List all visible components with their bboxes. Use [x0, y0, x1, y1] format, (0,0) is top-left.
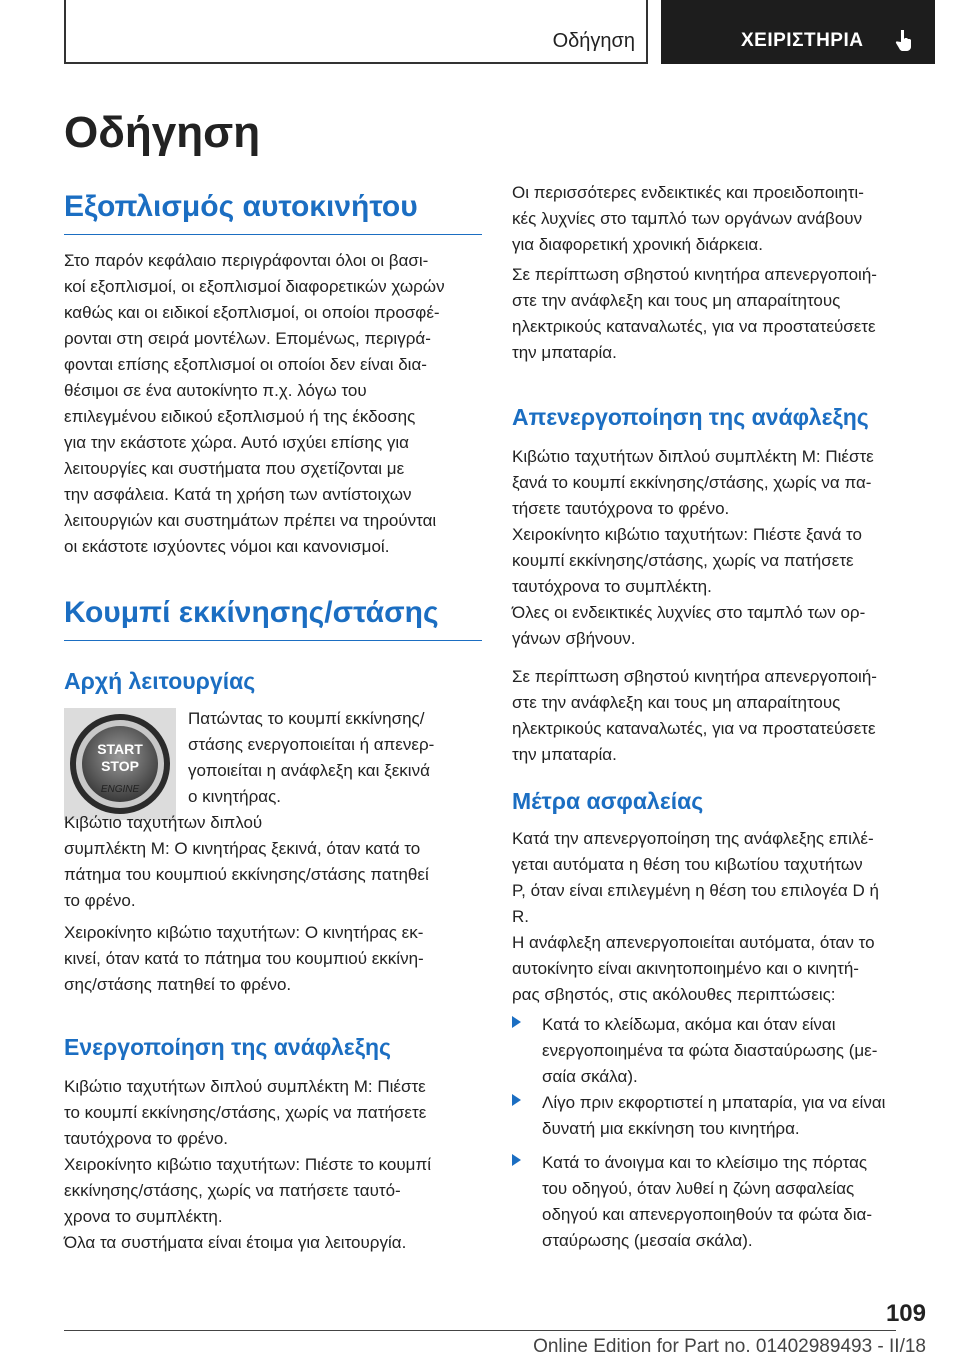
button-engine-text: ENGINE	[100, 784, 140, 795]
bullet-line: οδηγού και απενεργοποιηθούν τα φώτα δια-	[542, 1205, 873, 1224]
text-line: Όλες οι ενδεικτικές λυχνίες στο ταμπλό των ορ-	[512, 603, 866, 622]
bullet-line: Κατά το άνοιγμα και το κλείσιμο της πόρτας	[542, 1153, 868, 1172]
start-stop-button-image	[64, 708, 176, 820]
heading-ignition-off: Απενεργοποίηση της ανάφλεξης	[512, 404, 869, 430]
heading-principle: Αρχή λειτουργίας	[64, 668, 256, 694]
text-line: κοί εξοπλισμοί, οι εξοπλισμοί διαφορετικών χωρών	[64, 277, 445, 296]
text-line: R.	[512, 907, 529, 926]
text-line: στάσης ενεργοποιείται ή απενερ-	[188, 735, 435, 754]
text-line: την μπαταρία.	[512, 343, 617, 362]
text-line: Οι περισσότερες ενδεικτικές και προειδοποιητι-	[512, 183, 864, 202]
text-line: σης/στάσης πατηθεί το φρένο.	[64, 975, 292, 994]
page-number: 109	[885, 1300, 926, 1327]
text-line: ρονται στη σειρά μοντέλων. Επομένως, περιγρά-	[64, 329, 431, 348]
heading-safety: Μέτρα ασφαλείας	[512, 788, 704, 814]
bullet-line: δυνατή μια εκκίνηση του κινητήρα.	[542, 1119, 800, 1138]
footer-edition: Online Edition for Part no. 01402989493 - II/18	[533, 1336, 926, 1357]
heading-equipment: Εξοπλισμός αυτοκινήτου	[64, 190, 482, 235]
text-line: καθώς και οι ειδικοί εξοπλισμοί, οι οποίοι προσφέ-	[64, 303, 440, 322]
text-line: γοποιείται η ανάφλεξη και ξεκινά	[188, 761, 430, 780]
text-line: εκκίνησης/στάσης, χωρίς να πατήσετε ταυτό-	[64, 1181, 401, 1200]
text-line: λειτουργιών και συστημάτων πρέπει να τηρούνται	[64, 511, 437, 530]
triangle-bullet-icon	[512, 1094, 521, 1106]
text-line: ταυτόχρονα το φρένο.	[64, 1129, 229, 1148]
text-line: στε την ανάφλεξη και τους μη απαραίτητους	[512, 291, 841, 310]
text-line: Κιβώτιο ταχυτήτων διπλού	[64, 813, 263, 832]
text-line: ο κινητήρας.	[188, 787, 281, 806]
text-line: τήσετε ταυτόχρονα το φρένο.	[512, 499, 730, 518]
text-line: Χειροκίνητο κιβώτιο ταχυτήτων: Ο κινητήρας εκ-	[64, 923, 424, 942]
text-line: την ασφάλεια. Κατά τη χρήση των αντίστοιχων	[64, 485, 412, 504]
text-line: Στο παρόν κεφάλαιο περιγράφονται όλοι οι βασι-	[64, 251, 429, 270]
bullet-line: του οδηγού, όταν λυθεί η ζώνη ασφαλείας	[542, 1179, 855, 1198]
text-line: φονται επίσης εξοπλισμοί οι οποίοι δεν είναι δια-	[64, 355, 427, 374]
text-line: ηλεκτρικούς καταναλωτές, για να προστατεύσετε	[512, 719, 876, 738]
text-line: Πατώντας το κουμπί εκκίνησης/	[188, 709, 425, 728]
text-line: Κιβώτιο ταχυτήτων διπλού συμπλέκτη M: Πιέστε	[512, 447, 874, 466]
text-line: γεται αυτόματα η θέση του κιβωτίου ταχυτήτων	[512, 855, 863, 874]
heading-ignition-on: Ενεργοποίηση της ανάφλεξης	[64, 1034, 391, 1060]
text-line: Όλα τα συστήματα είναι έτοιμα για λειτουργία.	[64, 1233, 407, 1252]
text-line: ταυτόχρονα το συμπλέκτη.	[512, 577, 712, 596]
bullet-line: Κατά το κλείδωμα, ακόμα και όταν είναι	[542, 1015, 836, 1034]
text-line: κές λυχνίες στο ταμπλό των οργάνων ανάβουν	[512, 209, 863, 228]
text-line: Σε περίπτωση σβηστού κινητήρα απενεργοποιή-	[512, 265, 877, 284]
text-line: συμπλέκτη M: Ο κινητήρας ξεκινά, όταν κατά το	[64, 839, 421, 858]
text-line: Κατά την απενεργοποίηση της ανάφλεξης επιλέ-	[512, 829, 874, 848]
text-line: στε την ανάφλεξη και τους μη απαραίτητους	[512, 693, 841, 712]
bullet-line: σαία σκάλα).	[542, 1067, 638, 1086]
text-line: χρονα το συμπλέκτη.	[64, 1207, 223, 1226]
button-stop-text: STOP	[101, 758, 139, 774]
text-line: P, όταν είναι επιλεγμένη η θέση του επιλογέα D ή	[512, 881, 879, 900]
text-line: θέσιμοι σε ένα αυτοκίνητο π.χ. λόγω του	[64, 381, 367, 400]
text-line: κινεί, όταν κατά το πάτημα του κουμπιού εκκίνη-	[64, 949, 424, 968]
header-tab-label: ΧΕΙΡΙΣΤΗΡΙΑ	[741, 30, 864, 51]
text-line: οι εκάστοτε ισχύοντες νόμοι και κανονισμοί.	[64, 537, 390, 556]
text-line: Σε περίπτωση σβηστού κινητήρα απενεργοποιή-	[512, 667, 877, 686]
button-start-text: START	[97, 741, 143, 757]
text-line: για την εκάστοτε χώρα. Αυτό ισχύει επίσης για	[64, 433, 410, 452]
text-line: την μπαταρία.	[512, 745, 617, 764]
text-line: ηλεκτρικούς καταναλωτές, για να προστατεύσετε	[512, 317, 876, 336]
bullet-line: Λίγο πριν εκφορτιστεί η μπαταρία, για να είναι	[542, 1093, 886, 1112]
text-line: πάτημα του κουμπιού εκκίνησης/στάσης πατηθεί	[64, 865, 429, 884]
text-line: Χειροκίνητο κιβώτιο ταχυτήτων: Πιέστε το κουμπί	[64, 1155, 431, 1174]
text-line: αυτοκίνητο είναι ακινητοποιημένο και ο κινητή-	[512, 959, 859, 978]
footer-divider	[64, 1330, 896, 1331]
text-line: το φρένο.	[64, 891, 136, 910]
text-line: Η ανάφλεξη απενεργοποιείται αυτόματα, όταν το	[512, 933, 875, 952]
text-line: το κουμπί εκκίνησης/στάσης, χωρίς να πατήσετε	[64, 1103, 427, 1122]
bullet-line: σταύρωσης (μεσαία σκάλα).	[542, 1231, 753, 1250]
header-tab[interactable]	[661, 0, 935, 64]
text-line: γάνων σβήνουν.	[512, 629, 636, 648]
text-line: για διαφορετική χρονική διάρκεια.	[512, 235, 763, 254]
text-line: ρας σβηστός, στις ακόλουθες περιπτώσεις:	[512, 985, 836, 1004]
heading-start-stop-button: Κουμπί εκκίνησης/στάσης	[64, 596, 482, 641]
text-line: επιλεγμένου ειδικού εξοπλισμού ή της έκδοσης	[64, 407, 416, 426]
text-line: Κιβώτιο ταχυτήτων διπλού συμπλέκτη M: Πιέστε	[64, 1077, 426, 1096]
page-title: Οδήγηση	[64, 108, 261, 157]
text-line: Χειροκίνητο κιβώτιο ταχυτήτων: Πιέστε ξανά το	[512, 525, 862, 544]
text-line: ξανά το κουμπί εκκίνησης/στάσης, χωρίς να πα-	[512, 473, 872, 492]
bullet-line: ενεργοποιημένα τα φώτα διασταύρωσης (με-	[542, 1041, 878, 1060]
start-stop-icon	[64, 708, 176, 820]
header-section-title: Οδήγηση	[552, 30, 635, 52]
hand-pointer-icon	[893, 28, 917, 52]
text-line: κουμπί εκκίνησης/στάσης, χωρίς να πατήσετε	[512, 551, 854, 570]
triangle-bullet-icon	[512, 1154, 521, 1166]
triangle-bullet-icon	[512, 1016, 521, 1028]
text-line: λειτουργίες και συστήματα που σχετίζονται με	[64, 459, 405, 478]
